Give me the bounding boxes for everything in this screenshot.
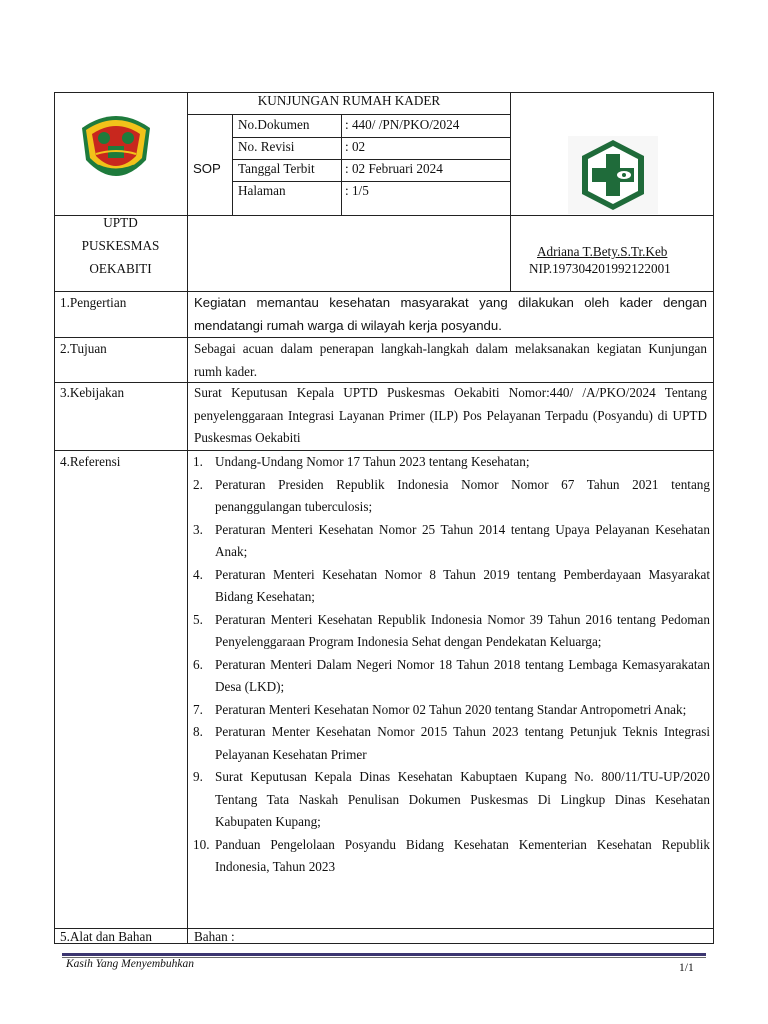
field-label-nodokumen: No.Dokumen bbox=[238, 117, 310, 132]
field-value-halaman: : 1/5 bbox=[345, 183, 369, 198]
list-item-number: 3. bbox=[193, 521, 203, 537]
grid-line bbox=[510, 92, 511, 292]
grid-line bbox=[187, 291, 188, 944]
field-label-tanggal: Tanggal Terbit bbox=[238, 161, 315, 176]
field-value-norevisi: : 02 bbox=[345, 139, 366, 154]
field-value-tanggal: : 02 Februari 2024 bbox=[345, 161, 443, 176]
list-item bbox=[193, 564, 710, 609]
list-item-number: 2. bbox=[193, 476, 203, 492]
section-text-pengertian: Kegiatan memantau kesehatan masyarakat yang dilakukan oleh kader dengan mendatangi rumah warga di wilayah kerja posyandu. bbox=[194, 295, 707, 333]
list-item bbox=[193, 609, 710, 654]
list-item bbox=[193, 834, 710, 879]
reference-list bbox=[193, 451, 710, 879]
list-item bbox=[193, 654, 710, 699]
list-item-number: 7. bbox=[193, 701, 203, 717]
org-line-2: PUSKESMAS bbox=[81, 238, 160, 253]
document-title: KUNJUNGAN RUMAH KADER bbox=[257, 93, 441, 108]
regional-emblem-icon bbox=[76, 108, 156, 184]
signer-nip: NIP.197304201992122001 bbox=[529, 261, 671, 276]
list-item bbox=[193, 699, 710, 722]
list-item-text: Peraturan Menteri Dalam Negeri Nomor 18 Tahun 2018 tentang Lembaga Kemasyarakatan Desa (LKD); bbox=[215, 656, 710, 694]
list-item-number: 4. bbox=[193, 566, 203, 582]
list-item bbox=[193, 474, 710, 519]
list-item-number: 5. bbox=[193, 611, 203, 627]
sop-label: SOP bbox=[193, 161, 221, 176]
list-item-text: Peraturan Menteri Kesehatan Nomor 25 Tahun 2014 tentang Upaya Pelayanan Kesehatan Anak; bbox=[215, 521, 710, 559]
footer-divider bbox=[62, 953, 706, 956]
section-text-alat: Bahan : bbox=[194, 929, 235, 944]
puskesmas-cross-icon bbox=[568, 136, 658, 214]
list-item-text: Undang-Undang Nomor 17 Tahun 2023 tentang Kesehatan; bbox=[215, 454, 530, 469]
list-item-number: 6. bbox=[193, 656, 203, 672]
footer-motto: Kasih Yang Menyembuhkan bbox=[66, 958, 194, 970]
section-text-kebijakan: Surat Keputusan Kepala UPTD Puskesmas Oekabiti Nomor:440/ /A/PKO/2024 Tentang penyelenggaraan Integrasi Layanan Primer (ILP) Pos Pelayanan Terpadu (Posyandu) di UPTD Puskesmas Oekabiti bbox=[194, 385, 707, 445]
section-label-alat: 5.Alat dan Bahan bbox=[60, 929, 152, 944]
list-item-number: 9. bbox=[193, 769, 203, 784]
grid-line bbox=[54, 928, 714, 929]
list-item bbox=[193, 721, 710, 766]
list-item bbox=[193, 766, 710, 834]
field-label-norevisi: No. Revisi bbox=[238, 139, 295, 154]
field-value-nodokumen: : 440/ /PN/PKO/2024 bbox=[345, 117, 460, 132]
list-item bbox=[193, 519, 710, 564]
signer-name: Adriana T.Bety.S.Tr.Keb bbox=[537, 244, 668, 259]
field-label-halaman: Halaman bbox=[238, 183, 286, 198]
list-item-number: 10. bbox=[193, 836, 210, 852]
list-item-text: Peraturan Menteri Kesehatan Republik Indonesia Nomor 39 Tahun 2016 tentang Pedoman Penyelenggaraan Program Indonesia Sehat dengan Pendekatan Keluarga; bbox=[215, 611, 710, 649]
section-label-referensi: 4.Referensi bbox=[60, 454, 121, 469]
org-line-1: UPTD bbox=[103, 215, 138, 230]
list-item-text: Peraturan Menteri Kesehatan Nomor 8 Tahun 2019 tentang Pemberdayaan Masyarakat Bidang Kesehatan; bbox=[215, 566, 710, 604]
grid-line bbox=[187, 92, 188, 292]
list-item-text: Panduan Pengelolaan Posyandu Bidang Kesehatan Kementerian Kesehatan Republik Indonesia, Tahun 2023 bbox=[215, 836, 710, 874]
list-item-text: Peraturan Menter Kesehatan Nomor 2015 Tahun 2023 tentang Petunjuk Teknis Integrasi Pelayanan Kesehatan Primer bbox=[215, 724, 710, 762]
list-item-text: Surat Keputusan Kepala Dinas Kesehatan Kabuptaen Kupang No. 800/11/TU-UP/2020 Tentang Tata Naskah Penulisan Dokumen Puskesmas Di Lingkup Dinas Kesehatan Kabupaten Kupang; bbox=[215, 769, 710, 829]
list-item-text: Peraturan Presiden Republik Indonesia Nomor Nomor 67 Tahun 2021 tentang penanggulangan tuberculosis; bbox=[215, 476, 710, 514]
grid-line bbox=[232, 114, 233, 216]
list-item-text: Peraturan Menteri Kesehatan Nomor 02 Tahun 2020 tentang Standar Antropometri Anak; bbox=[215, 701, 687, 717]
list-item-number: 1. bbox=[193, 454, 203, 469]
list-item bbox=[193, 451, 710, 474]
section-text-tujuan: Sebagai acuan dalam penerapan langkah-langkah dalam melaksanakan kegiatan Kunjungan rumh kader. bbox=[194, 341, 707, 379]
footer-page-number: 1/1 bbox=[679, 962, 694, 974]
grid-line bbox=[341, 114, 342, 216]
section-label-pengertian: 1.Pengertian bbox=[60, 295, 127, 310]
list-item-number: 8. bbox=[193, 724, 203, 739]
section-label-kebijakan: 3.Kebijakan bbox=[60, 385, 125, 400]
org-line-3: OEKABITI bbox=[89, 261, 152, 276]
section-label-tujuan: 2.Tujuan bbox=[60, 341, 107, 356]
